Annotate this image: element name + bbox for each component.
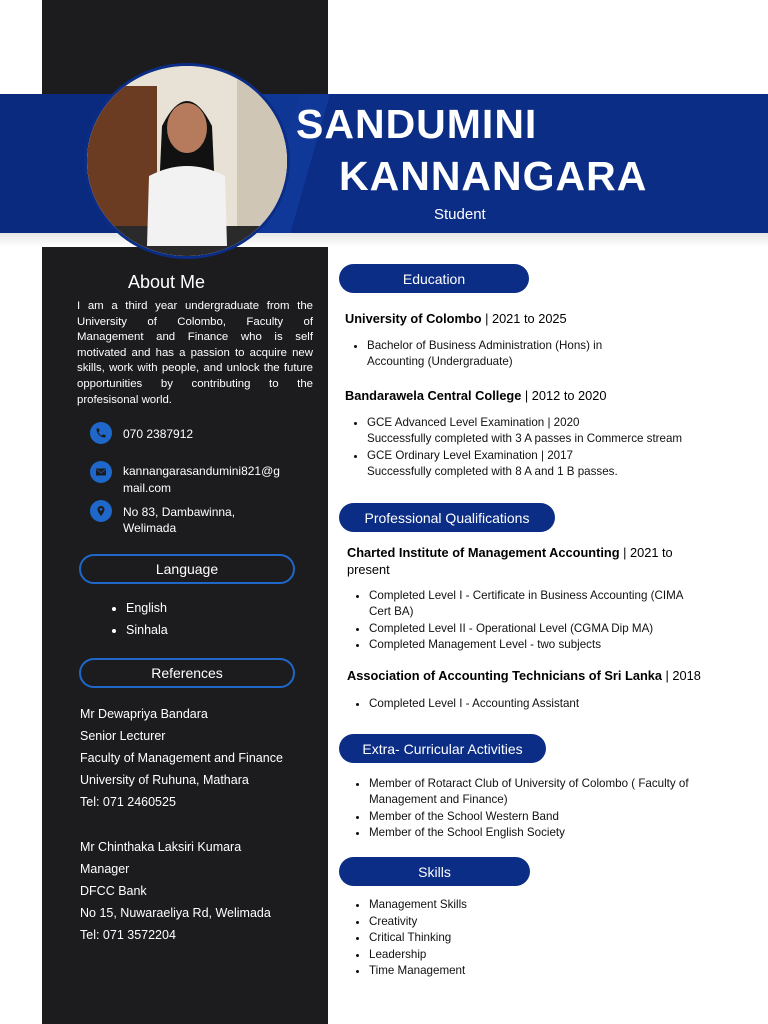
language-item: • English: [126, 597, 168, 619]
extra-list: [347, 776, 689, 841]
address-line2: Welimada: [123, 521, 177, 535]
qual2-heading: [347, 668, 701, 683]
profile-photo-drawing: [87, 66, 287, 256]
extra-item: • Member of the School English Society: [369, 825, 689, 841]
role-title: Student: [434, 206, 486, 223]
about-title: About Me: [128, 272, 206, 292]
ref1-address: University of Ruhuna, Mathara: [80, 773, 249, 787]
skills-title: Skills: [339, 857, 530, 886]
qual2-item: • Completed Level I - Accounting Assistant: [369, 696, 579, 712]
school2-item-cont: Successfully completed with 3 A passes in Commerce stream: [367, 432, 683, 446]
skill-item: • Management Skills: [369, 897, 467, 914]
qual2-period: | 2018: [662, 668, 701, 683]
school1-item: • Bachelor of Business Administration (Hons) in: [367, 338, 602, 354]
ref2-position: Manager: [80, 862, 130, 876]
qual1-heading: [347, 544, 747, 578]
language-title: Language: [79, 554, 295, 584]
skill-item: • Time Management: [369, 963, 467, 980]
extra-title: Extra- Curricular Activities: [339, 734, 546, 763]
phone-number[interactable]: 070 2387912: [123, 427, 194, 441]
language-item: • Sinhala: [126, 619, 168, 641]
school1-heading: [345, 311, 567, 326]
qual1-list: [347, 588, 683, 653]
school1-name: University of Colombo: [345, 311, 482, 326]
qual2-name: Association of Accounting Technicians of Sri Lanka: [347, 668, 662, 683]
phone-icon: [90, 422, 112, 444]
qual2-list: [347, 696, 579, 712]
profile-photo: [84, 63, 290, 259]
first-name: SANDUMINI: [296, 101, 538, 147]
school2-item-cont: Successfully completed with 8 A and 1 B passes.: [367, 464, 618, 478]
email-line2[interactable]: mail.com: [123, 481, 172, 495]
qual1-period: | 2021 to: [619, 545, 673, 560]
banner-shadow: [0, 233, 768, 247]
email-icon: [90, 461, 112, 483]
school2-name: Bandarawela Central College: [345, 388, 522, 403]
school1-item-cont: Accounting (Undergraduate): [367, 355, 513, 369]
qual1-item: • Completed Management Level - two subjects: [369, 637, 683, 653]
ref1-position: Senior Lecturer: [80, 729, 166, 743]
school2-period: | 2012 to 2020: [521, 388, 607, 403]
qual1-item: • Completed Level II - Operational Level (CGMA Dip MA): [369, 621, 683, 637]
ref2-address: No 15, Nuwaraeliya Rd, Welimada: [80, 906, 271, 920]
skill-item: • Creativity: [369, 914, 467, 931]
school2-list: [345, 415, 682, 480]
ref1-org: Faculty of Management and Finance: [80, 751, 283, 765]
qualifications-title: Professional Qualifications: [339, 503, 555, 532]
references-title: References: [79, 658, 295, 688]
skill-item: • Critical Thinking: [369, 930, 467, 947]
extra-item: • Member of the School Western Band: [369, 809, 689, 825]
extra-item: • Member of Rotaract Club of University of Colombo ( Faculty of: [369, 776, 689, 792]
about-body: I am a third year undergraduate from the University of Colombo, Faculty of Management and Finance who is self motivated and has a passion to acquire new skills, work with people, and unlock the future opportunities by contributing to the profesisonal world.: [77, 300, 313, 406]
location-icon: [90, 500, 112, 522]
school1-list: [345, 338, 602, 371]
school1-period: | 2021 to 2025: [481, 311, 567, 326]
ref2-name: Mr Chinthaka Laksiri Kumara: [80, 840, 242, 854]
qual1-name: Charted Institute of Management Accounting: [347, 545, 620, 560]
ref2-phone[interactable]: Tel: 071 3572204: [80, 928, 176, 942]
email-line1[interactable]: kannangarasandumini821@g: [123, 464, 280, 478]
extra-item-cont: Management and Finance): [369, 793, 508, 807]
language-list: [108, 597, 168, 641]
reference-1: [80, 703, 283, 813]
education-title: Education: [339, 264, 529, 293]
qual1-item: • Completed Level I - Certificate in Business Accounting (CIMA: [369, 588, 683, 604]
last-name: KANNANGARA: [339, 153, 648, 199]
ref1-phone[interactable]: Tel: 071 2460525: [80, 795, 176, 809]
address-line1: No 83, Dambawinna,: [123, 505, 236, 519]
ref1-name: Mr Dewapriya Bandara: [80, 707, 208, 721]
qual1-period-cont: present: [347, 562, 390, 577]
qual1-item-cont: Cert BA): [369, 605, 414, 619]
reference-2: [80, 836, 271, 946]
school2-item: • GCE Ordinary Level Examination | 2017: [367, 448, 682, 464]
school2-item: • GCE Advanced Level Examination | 2020: [367, 415, 682, 431]
ref2-org: DFCC Bank: [80, 884, 147, 898]
school2-heading: [345, 388, 607, 403]
skills-list: [347, 897, 467, 980]
skill-item: • Leadership: [369, 947, 467, 964]
